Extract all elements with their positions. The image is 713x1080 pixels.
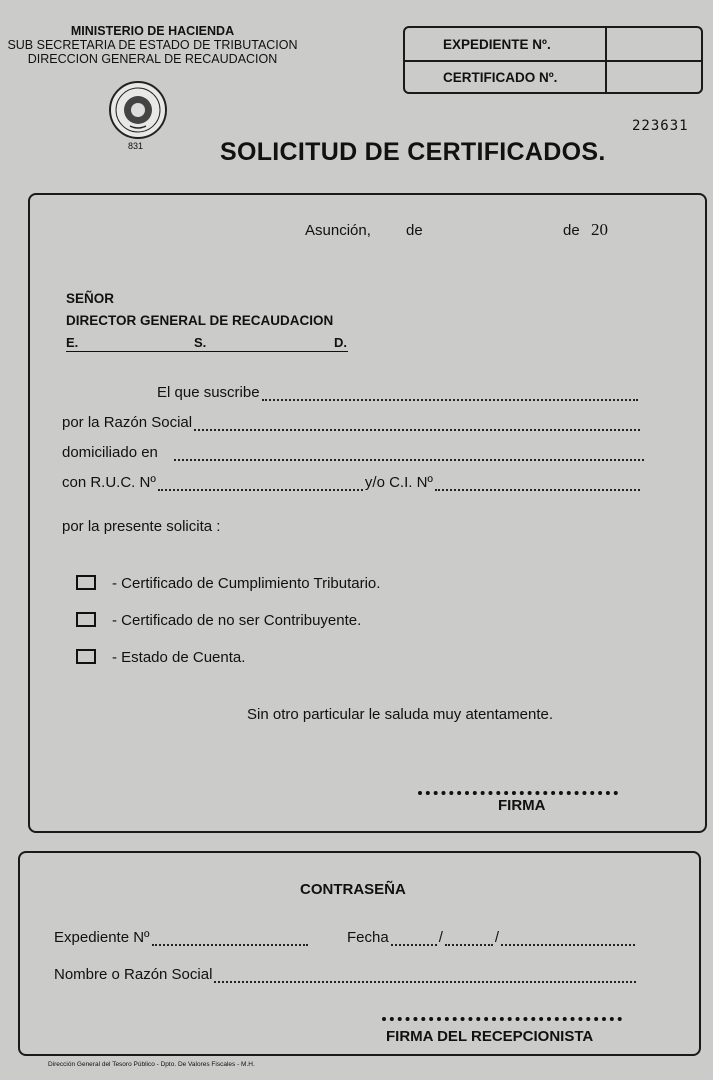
fecha-day-line[interactable]	[391, 932, 437, 946]
recepcionista-firma-label: FIRMA DEL RECEPCIONISTA	[386, 1028, 594, 1045]
checkbox-estado-cuenta[interactable]	[76, 649, 96, 664]
receipt-nombre-field[interactable]	[54, 965, 638, 983]
addressee-line-2: DIRECTOR GENERAL DE RECAUDACION	[66, 313, 334, 328]
esd-e: E.	[66, 335, 79, 350]
official-seal-icon	[108, 80, 168, 140]
esd-d: D.	[334, 335, 347, 350]
firma-line[interactable]	[418, 791, 618, 795]
sub-secretaria: SUB SECRETARIA DE ESTADO DE TRIBUTACION	[7, 38, 298, 52]
date-de-label-2: de	[563, 222, 580, 239]
page-title: SOLICITUD DE CERTIFICADOS.	[220, 138, 606, 166]
closing-text: Sin otro particular le saluda muy atentamente.	[247, 706, 553, 723]
receipt-fecha-field[interactable]	[347, 928, 637, 946]
ministry-name: MINISTERIO DE HACIENDA	[70, 24, 235, 38]
suscribe-label: El que suscribe	[157, 384, 260, 401]
addressee-line-1: SEÑOR	[66, 291, 115, 306]
razon-social-label: por la Razón Social	[62, 414, 193, 431]
receipt-expediente-line[interactable]	[152, 932, 308, 946]
razon-social-field[interactable]	[62, 413, 642, 431]
fecha-separator-2: /	[494, 929, 500, 946]
fecha-month-line[interactable]	[445, 932, 493, 946]
checkbox-cumplimiento[interactable]	[76, 575, 96, 590]
request-form-panel	[28, 193, 707, 833]
suscribe-field[interactable]	[157, 383, 640, 401]
certificado-row	[405, 61, 701, 93]
ci-line[interactable]	[435, 477, 640, 491]
expediente-row	[405, 28, 701, 62]
option-cumplimiento-label: - Certificado de Cumplimiento Tributario.	[112, 575, 381, 592]
receipt-title: CONTRASEÑA	[300, 881, 406, 898]
solicita-label: por la presente solicita :	[62, 518, 221, 535]
esd-s: S.	[194, 335, 207, 350]
esd-line	[66, 333, 348, 352]
receipt-expediente-field[interactable]	[54, 928, 310, 946]
code-box	[403, 26, 703, 94]
option-estado-cuenta-label: - Estado de Cuenta.	[112, 649, 246, 666]
receipt-nombre-label: Nombre o Razón Social	[54, 966, 213, 983]
ministry-header	[0, 24, 305, 66]
checkbox-no-contribuyente[interactable]	[76, 612, 96, 627]
expediente-label: EXPEDIENTE Nº.	[443, 37, 551, 52]
direccion-general: DIRECCION GENERAL DE RECAUDACION	[27, 52, 278, 66]
suscribe-line[interactable]	[262, 387, 638, 401]
domicilio-line[interactable]	[174, 447, 644, 461]
date-de-label: de	[406, 222, 423, 239]
footer-text: Dirección General del Tesoro Público - Dpto. De Valores Fiscales - M.H.	[48, 1061, 255, 1068]
certificado-label: CERTIFICADO Nº.	[443, 70, 558, 85]
firma-label: FIRMA	[498, 797, 546, 814]
receipt-expediente-label: Expediente Nº	[54, 929, 150, 946]
ruc-line[interactable]	[158, 477, 363, 491]
serial-number: 223631	[632, 118, 689, 134]
divider	[605, 28, 607, 60]
domicilio-field[interactable]	[62, 443, 646, 461]
ruc-ci-field[interactable]	[62, 473, 642, 491]
recepcionista-firma-line[interactable]	[382, 1017, 622, 1021]
razon-social-line[interactable]	[194, 417, 640, 431]
fecha-year-line[interactable]	[501, 932, 635, 946]
seal-number: 831	[128, 141, 144, 151]
place-label: Asunción,	[305, 222, 371, 239]
option-no-contribuyente-label: - Certificado de no ser Contribuyente.	[112, 612, 362, 629]
ruc-label: con R.U.C. Nº	[62, 474, 156, 491]
domicilio-label: domiciliado en	[62, 444, 158, 461]
year-prefix: 20	[591, 220, 608, 239]
fecha-separator-1: /	[438, 929, 443, 946]
ci-label: y/o C.I. Nº	[364, 474, 433, 491]
receipt-nombre-line[interactable]	[214, 969, 636, 983]
receipt-fecha-label: Fecha	[347, 929, 389, 946]
divider	[605, 61, 607, 93]
